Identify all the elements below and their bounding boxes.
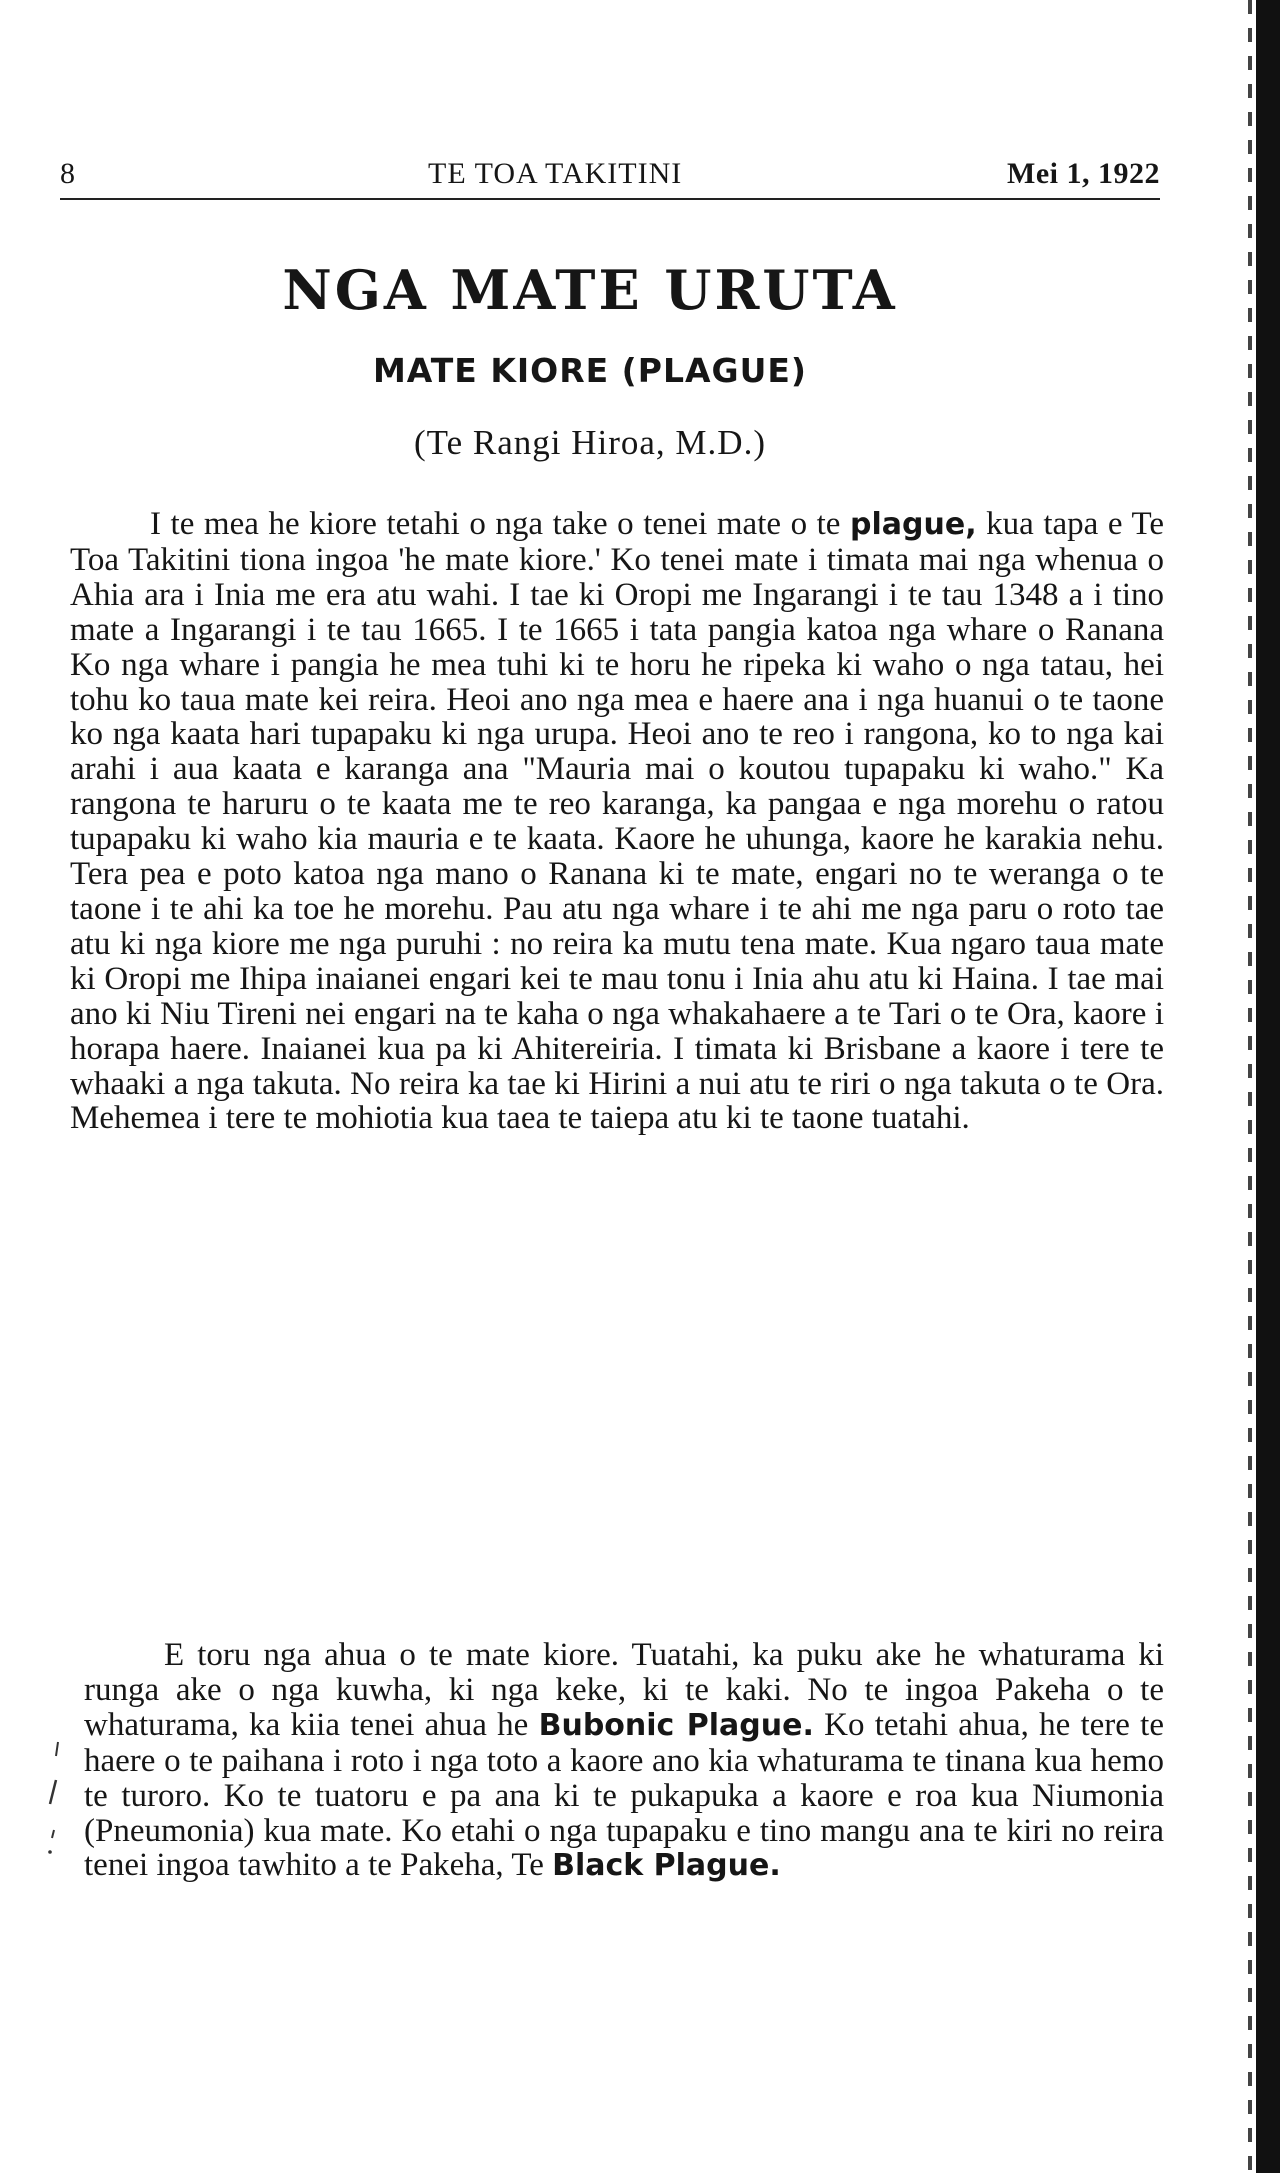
article-subtitle: MATE KIORE (PLAGUE) <box>372 351 808 390</box>
page-edge-border <box>1256 0 1280 2173</box>
plague-term: plague, <box>850 507 977 542</box>
page-header <box>60 150 1160 200</box>
article-author: (Te Rangi Hiroa, M.D.) <box>414 423 766 462</box>
bubonic-plague-term: Bubonic Plague. <box>538 1707 814 1743</box>
paragraph-1-text-start: I te mea he kiore tetahi o nga take o tenei mate o te <box>150 506 851 542</box>
paragraph-2-text-part-1: E toru nga ahua o te mate kiore. Tuatahi, ka puku ake he whaturama ki runga ake o nga kuwha, ki nga keke, ki te kaki. No te ingoa Pakeha o te whaturama, ka kiia tenei ahua he <box>84 1637 1164 1743</box>
paragraph-2-text-part-2: Ko tetahi ahua, he tere te haere o te paihana i roto i nga toto a kaore ano kia whaturama te tinana kua hemo te turoro. Ko te tuatoru e pa ana ki te pukapuka a kaore e roa kua Niumonia (Pneumonia) kua mate. Ko etahi o nga tupapaku e tino mangu ana te kiri no reira tenei ingoa tawhito a te Pakeha, Te <box>84 1706 1164 1884</box>
article-paragraph-1 <box>70 507 1164 1136</box>
page-number: 8 <box>60 157 76 190</box>
paragraph-1-text-rest: kua tapa e Te Toa Takitini tiona ingoa 'he mate kiore.' Ko tenei mate i timata mai nga whenua o Ahia ara i Inia me era atu wahi. I tae ki Oropi me Ingarangi i te tau 1348 a i tino mate a Ingarangi i te tau 1665. I te 1665 i tata pangia katoa nga whare o Ranana Ko nga whare i pangia he mea tuhi ki te horu he ripeka ki waho o nga tatau, hei tohu ko taua mate kei reira. Heoi ano nga mea e haere ana i nga huanui o te taone ko nga kaata hari tupapaku ki nga urupa. Heoi ano te reo i rangona, ko to nga kai arahi i aua kaata e karanga ana "Mauria mai o koutou tupapaku ki waho." Ka rangona te haruru o te kaata me te reo karanga, ka pangaa e nga morehu o ratou tupapaku ki waho kia mauria e te kaata. Kaore he uhunga, kaore he karakia nehu. Tera pea e poto katoa nga mano o Ranana ki te mate, engari no te weranga o te taone i te ahi ka toe he morehu. Pau atu nga whare i te ahi me nga paru o roto tae atu ki nga kiore me nga puruhi : no reira ka mutu tena mate. Kua ngaro taua mate ki Oropi me Ihipa inaianei engari kei te mau tonu i Inia ahu atu ki Haina. I tae mai ano ki Niu Tireni nei engari na te kaha o nga whakahaere a te Tari o te Ora, kaore i horapa haere. Inaianei kua pa ki Ahitereiria. I timata ki Brisbane a kaore i tere te whaaki a nga takuta. No reira ka tae ki Hirini a nui atu te riri o nga takuta o te Ora. Mehemea i tere te mohiotia kua taea te taiepa atu ki te taone tuatahi. <box>70 506 1164 1137</box>
margin-pencil-mark <box>44 1738 62 1858</box>
article-paragraph-2 <box>84 1638 1164 1884</box>
issue-date: Mei 1, 1922 <box>1007 157 1160 190</box>
journal-title: TE TOA TAKITINI <box>428 157 683 190</box>
black-plague-term: Black Plague. <box>552 1848 781 1884</box>
article-title: NGA MATE URUTA <box>282 258 898 322</box>
